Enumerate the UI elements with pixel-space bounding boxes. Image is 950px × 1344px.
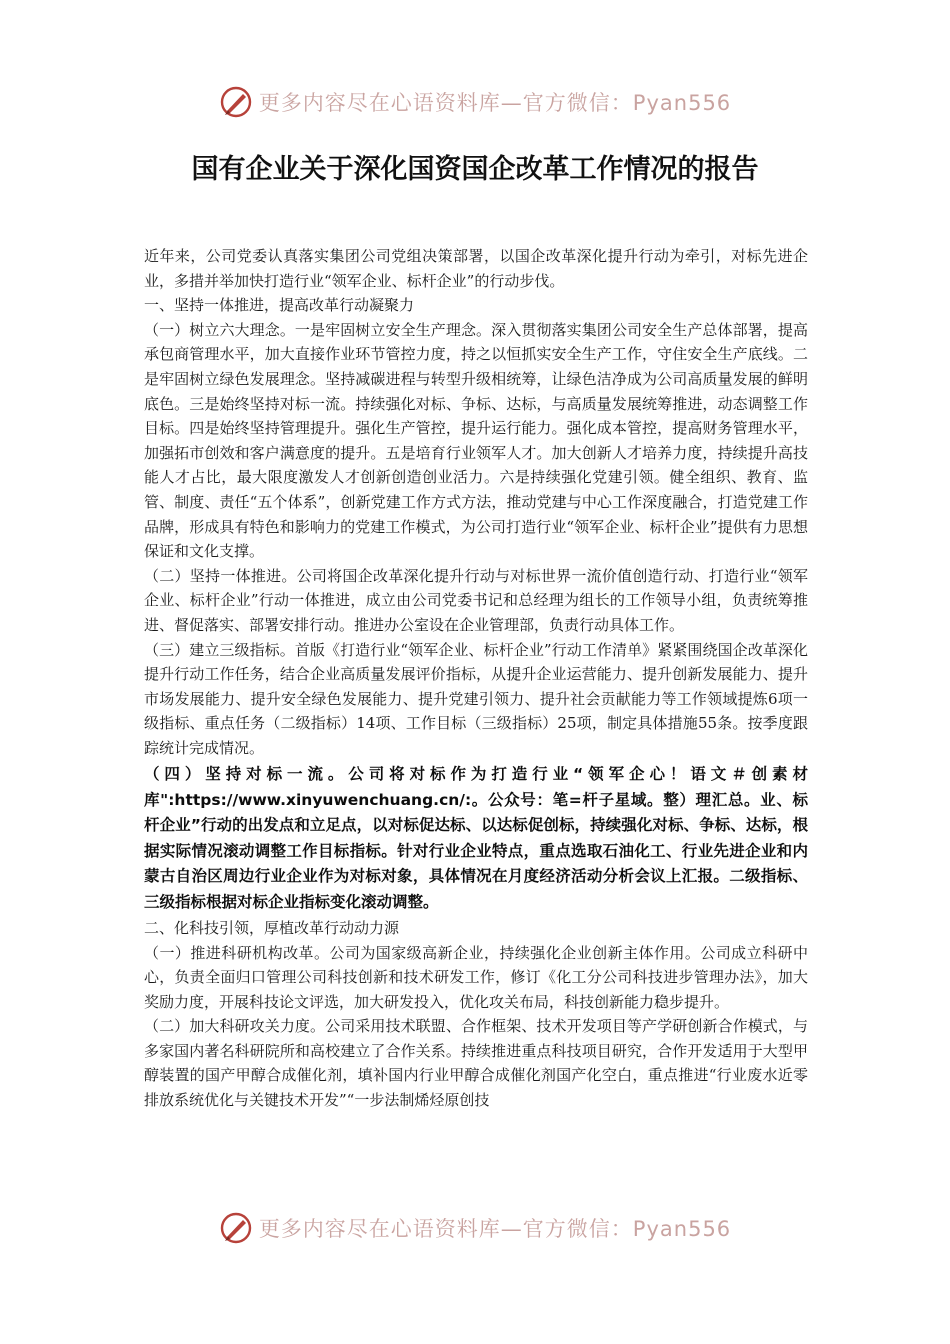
paragraph-benchmarking: （四）坚持对标一流。公司将对标作为打造行业“领军企心！语文＃创素材库":https://www.xinyuwenchuang.cn/:。公众号：笔=杆子星域。整）理汇总。业、标杆企业”行动的出发点和立足点，以对标促达标、以达标促创标，持续强化对标、争标、达标，根据实际情况滚动调整工作目标指标。针对行业企业特点，重点选取石油化工、行业先进企业和内蒙古自治区周边行业企业作为对标对象，具体情况在月度经济活动分析会议上汇报。二级指标、三级指标根据对标企业指标变化滚动调整。 xyxy=(144,765,808,911)
paragraph-research-reform: （一）推进科研机构改革。公司为国家级高新企业，持续强化企业创新主体作用。公司成立科研中心，负责全面归口管理公司科技创新和技术研发工作，修订《化工分公司科技进步管理办法》，加大奖励力度，开展科技论文评选，加大研发投入，优化攻关布局，科技创新能力稳步提升。 xyxy=(144,943,808,1011)
section-heading-2: 二、化科技引领，厚植改革行动动力源 xyxy=(144,918,400,937)
watermark-banner-bottom xyxy=(0,1206,950,1250)
watermark-banner-top xyxy=(0,80,950,124)
intro-paragraph: 近年来，公司党委认真落实集团公司党组决策部署，以国企改革深化提升行动为牵引，对标先进企业，多措并举加快打造行业“领军企业、标杆企业”的行动步伐。 xyxy=(144,247,808,290)
watermark-text: 更多内容尽在心语资料库—官方微信：Pyan556 xyxy=(258,1217,732,1241)
paragraph-three-level-indicators: （三）建立三级指标。首版《打造行业“领军企业、标杆企业”行动工作清单》紧紧围绕国企改革深化提升行动工作任务，结合企业高质量发展评价指标，从提升企业运营能力、提升创新发展能力、提升市场发展能力、提升安全绿色发展能力、提升党建引领力、提升社会贡献能力等工作领域提炼6项一级指标、重点任务（二级指标）14项、工作目标（三级指标）25项，制定具体措施55条。按季度跟踪统计完成情况。 xyxy=(144,640,808,757)
document-title: 国有企业关于深化国资国企改革工作情况的报告 xyxy=(191,154,759,185)
paragraph-integrated-push: （二）坚持一体推进。公司将国企改革深化提升行动与对标世界一流价值创造行动、打造行业“领军企业、标杆企业”行动一体推进，成立由公司党委书记和总经理为组长的工作领导小组，负责统筹推进、督促落实、部署安排行动。推进办公室设在企业管理部，负责行动具体工作。 xyxy=(144,566,808,634)
paragraph-research-effort: （二）加大科研攻关力度。公司采用技术联盟、合作框架、技术开发项目等产学研创新合作模式，与多家国内著名科研院所和高校建立了合作关系。持续推进重点科技项目研究，合作开发适用于大型甲醇装置的国产甲醇合成催化剂，填补国内行业甲醇合成催化剂国产化空白，重点推进“行业废水近零排放系统优化与关键技术开发”“一步法制烯烃原创技 xyxy=(144,1017,808,1110)
watermark-text: 更多内容尽在心语资料库—官方微信：Pyan556 xyxy=(258,91,732,115)
document-body xyxy=(144,244,808,1113)
pen-circle-logo-icon xyxy=(219,1211,253,1245)
pen-circle-logo-icon xyxy=(219,85,253,119)
paragraph-six-concepts: （一）树立六大理念。一是牢固树立安全生产理念。深入贯彻落实集团公司安全生产总体部署，提高承包商管理水平，加大直接作业环节管控力度，持之以恒抓实安全生产工作，守住安全生产底线。二是牢固树立绿色发展理念。坚持减碳进程与转型升级相统筹，让绿色洁净成为公司高质量发展的鲜明底色。三是始终坚持对标一流。持续强化对标、争标、达标，与高质量发展统筹推进，动态调整工作目标。四是始终坚持管理提升。强化生产管控，提升运行能力。强化成本管控，提高财务管理水平，加强拓市创效和客户满意度的提升。五是培育行业领军人才。加大创新人才培养力度，持续提升高技能人才占比，最大限度激发人才创新创造创业活力。六是持续强化党建引领。健全组织、教育、监管、制度、责任“五个体系”，创新党建工作方式方法，推动党建与中心工作深度融合，打造党建工作品牌，形成具有特色和影响力的党建工作模式，为公司打造行业“领军企业、标杆企业”提供有力思想保证和文化支撑。 xyxy=(144,320,808,561)
section-heading-1: 一、坚持一体推进，提高改革行动凝聚力 xyxy=(144,296,415,315)
